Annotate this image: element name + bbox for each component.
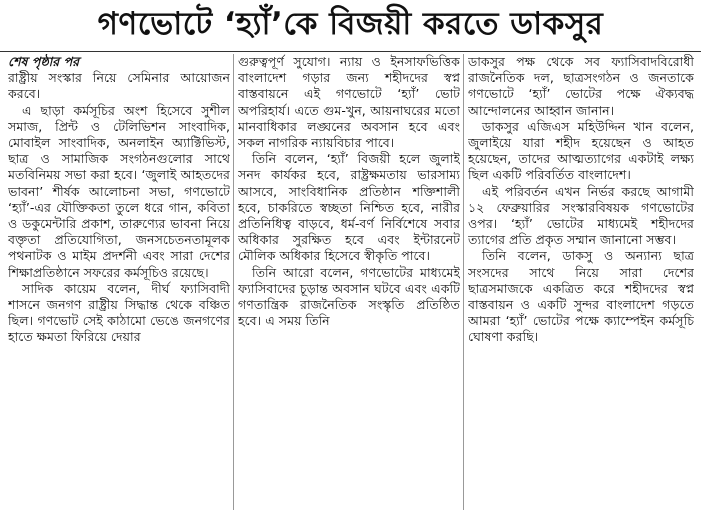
paragraph: সাদিক কায়েম বলেন, দীর্ঘ ফ্যাসিবাদী শাসনে জনগণ রাষ্ট্রীয় সিদ্ধান্ত থেকে বঞ্চিত ছিল। গণভোট সেই কাঠামো ভেঙে জনগণের হাতে ক্ষমতা ফিরিয়ে দেয়ার (8, 280, 230, 345)
paragraph: ডাকসুর পক্ষ থেকে সব ফ্যাসিবাদবিরোধী রাজনৈতিক দল, ছাত্রসংগঠন ও জনতাকে গণভোটে ‘হ্যাঁ’ ভোটের পক্ষে ঐক্যবদ্ধ আন্দোলনের আহ্বান জানান। (468, 54, 694, 118)
paragraph: তিনি বলেন, ‘হ্যাঁ’ বিজয়ী হলে জুলাই সনদ কার্যকর হবে, রাষ্ট্রক্ষমতায় ভারসাম্য আসবে, সাংবিধানিক প্রতিষ্ঠান শক্তিশালী হবে, চাকরিতে স্বচ্ছতা নিশ্চিত হবে, নারীর প্রতিনিধিত্ব বাড়বে, ধর্ম-বর্ণ নির্বিশেষে সবার অধিকার সুরক্ষিত হবে এবং ইন্টারনেট মৌলিক অধিকার হিসেবে স্বীকৃতি পাবে। (238, 151, 460, 264)
headline: গণভোটে ‘হ্যাঁ’কে বিজয়ী করতে ডাকসুর (97, 6, 604, 42)
column-divider (233, 54, 234, 510)
paragraph: ডাকসুর এজিএস মহিউদ্দিন খান বলেন, জুলাইয়ে যারা শহীদ হয়েছেন ও আহত হয়েছেন, তাদের আত্মত্যাগের একটাই লক্ষ্য ছিল একটি পরিবর্তিত বাংলাদেশ। (468, 118, 694, 183)
column-2 (238, 54, 460, 510)
paragraph: এই পরিবর্তন এখন নির্ভর করছে আগামী ১২ ফেব্রুয়ারির সংস্কারবিষয়ক গণভোটের ওপর। ‘হ্যাঁ’ ভোটের মাধ্যমেই শহীদদের ত্যাগের প্রতি প্রকৃত সম্মান জানানো সম্ভব। (468, 183, 694, 248)
paragraph: গুরুত্বপূর্ণ সুযোগ। ন্যায় ও ইনসাফভিত্তিক বাংলাদেশ গড়ার জন্য শহীদদের স্বপ্ন বাস্তবায়নে এই গণভোটে ‘হ্যাঁ’ ভোট অপরিহার্য। এতে গুম-খুন, আয়নাঘরের মতো মানবাধিকার লঙ্ঘনের অবসান হবে এবং সকল নাগরিক ন্যায়বিচার পাবে। (238, 54, 460, 151)
column-3 (468, 54, 694, 510)
paragraph: রাষ্ট্রীয় সংস্কার নিয়ে সেমিনার আয়োজন করবে। (8, 70, 230, 102)
paragraph: তিনি আরো বলেন, গণভোটের মাধ্যমেই ফ্যাসিবাদের চূড়ান্ত অবসান ঘটবে এবং একটি গণতান্ত্রিক রাজনৈতিক সংস্কৃতি প্রতিষ্ঠিত হবে। এ সময় তিনি (238, 264, 460, 329)
column-1 (8, 54, 230, 510)
paragraph: এ ছাড়া কর্মসূচির অংশ হিসেবে সুশীল সমাজ, প্রিন্ট ও টেলিভিশন সাংবাদিক, মোবাইল সাংবাদিক, অনলাইন অ্যাক্টিভিস্ট, ছাত্র ও সামাজিক সংগঠনগুলোর সাথে মতবিনিময় সভা করা হবে। ‘জুলাই আহতদের ভাবনা’ শীর্ষক আলোচনা সভা, গণভোটে ‘হ্যাঁ’-এর যৌক্তিকতা তুলে ধরে গান, কবিতা ও ডকুমেন্টারি প্রকাশ, তারুণ্যের ভাবনা নিয়ে বক্তৃতা প্রতিযোগিতা, জনসচেতনতামূলক পথনাটক ও মাইম প্রদর্শনী এবং সারা দেশের শিক্ষাপ্রতিষ্ঠানে সফরের কর্মসূচিও রয়েছে। (8, 102, 230, 280)
continued-from-label: শেষ পৃষ্ঠার পর (8, 54, 80, 69)
headline-rule (0, 51, 701, 52)
column-divider (463, 54, 464, 510)
paragraph: তিনি বলেন, ডাকসু ও অন্যান্য ছাত্র সংসদের সাথে নিয়ে সারা দেশের ছাত্রসমাজকে একত্রিত করে শহীদদের স্বপ্ন বাস্তবায়ন ও একটি সুন্দর বাংলাদেশ গড়তে আমরা ‘হ্যাঁ’ ভোটের পক্ষে ক্যাম্পেইন কর্মসূচি ঘোষণা করছি। (468, 248, 694, 345)
